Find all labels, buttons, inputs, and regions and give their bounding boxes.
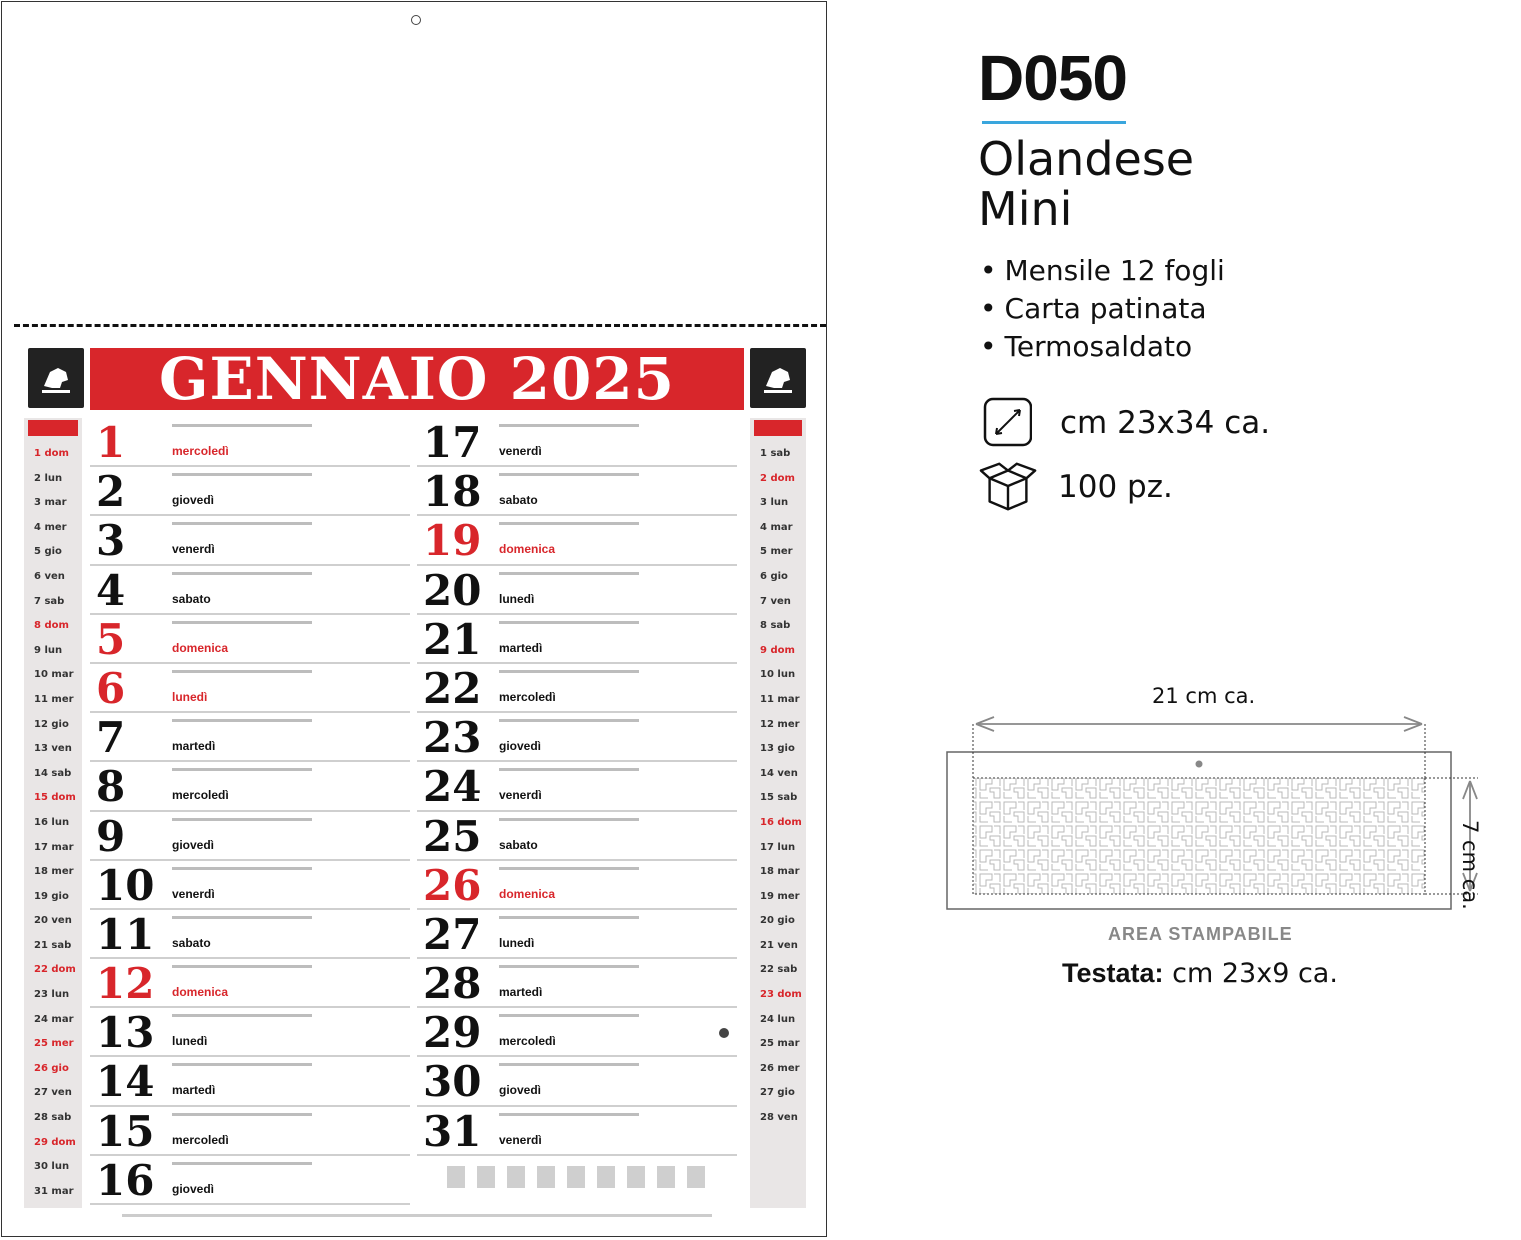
- calendar-day: [417, 959, 737, 1008]
- mini-day: 3 mar: [34, 497, 67, 509]
- pictogram-icon: [627, 1166, 645, 1188]
- weekday: domenica: [172, 640, 229, 655]
- weekday: mercoledì: [499, 1034, 556, 1049]
- saint-name-placeholder: [499, 818, 639, 821]
- feature-item: • Termosaldato: [980, 328, 1225, 366]
- hanging-hole: [411, 15, 421, 25]
- pictogram-icon: [567, 1166, 585, 1188]
- saint-name-placeholder: [499, 916, 639, 919]
- mini-day: 21 ven: [760, 939, 798, 951]
- mini-day: 4 mar: [760, 521, 793, 533]
- mini-day: 17 mar: [34, 841, 74, 853]
- weekday: sabato: [499, 493, 538, 508]
- mini-day: 15 dom: [34, 792, 76, 804]
- saint-name-placeholder: [172, 473, 312, 476]
- mini-day: 20 gio: [760, 915, 795, 927]
- mini-day: 22 sab: [760, 964, 798, 976]
- feature-item: • Mensile 12 fogli: [980, 252, 1225, 290]
- weekday: sabato: [172, 591, 211, 606]
- day-number: 7: [96, 713, 126, 763]
- calendar-day: [417, 516, 737, 565]
- mini-day: 18 mar: [760, 866, 800, 878]
- day-number: 9: [96, 811, 126, 861]
- mini-day: 8 dom: [34, 620, 69, 632]
- days-column-2: [417, 418, 737, 1196]
- weekday: lunedì: [172, 1034, 208, 1049]
- saint-name-placeholder: [499, 1113, 639, 1116]
- saint-name-placeholder: [499, 719, 639, 722]
- saint-name-placeholder: [172, 572, 312, 575]
- day-number: 27: [423, 909, 482, 959]
- saint-name-placeholder: [499, 522, 639, 525]
- calendar-day: [417, 910, 737, 959]
- saint-name-placeholder: [172, 916, 312, 919]
- size-spec: [978, 396, 1270, 450]
- day-number: 25: [423, 811, 482, 861]
- hanging-hole-marker: [1196, 761, 1203, 768]
- mini-day: 10 mar: [34, 669, 74, 681]
- mini-day: 30 lun: [34, 1161, 70, 1173]
- mini-day: 29 dom: [34, 1136, 76, 1148]
- mini-day: 6 gio: [760, 570, 788, 582]
- quantity-value: 100 pz.: [1058, 469, 1173, 505]
- mini-day: 1 sab: [760, 448, 791, 459]
- saint-name-placeholder: [172, 768, 312, 771]
- calendar-day: [90, 910, 410, 959]
- saint-name-placeholder: [172, 621, 312, 624]
- day-number: 18: [423, 467, 482, 517]
- calendar-day: [90, 1008, 410, 1057]
- product-code: D050: [978, 42, 1127, 114]
- days-column-1: [90, 418, 410, 1205]
- calendar-day: [90, 566, 410, 615]
- mini-day: 31 mar: [34, 1185, 74, 1197]
- horse-emblem-icon: [38, 358, 74, 398]
- mini-day: 2 lun: [34, 472, 63, 484]
- weekday: giovedì: [499, 739, 542, 754]
- day-number: 5: [96, 614, 126, 664]
- day-number: 11: [96, 909, 155, 959]
- saint-name-placeholder: [172, 1063, 312, 1066]
- saint-name-placeholder: [172, 670, 312, 673]
- saint-name-placeholder: [172, 1162, 312, 1165]
- mini-day: 20 ven: [34, 915, 72, 927]
- legend-pictograms: [417, 1156, 737, 1196]
- mini-day: 16 lun: [34, 816, 70, 828]
- calendar-day: [90, 1107, 410, 1156]
- weekday: domenica: [172, 985, 229, 1000]
- product-title-line-2: Mini: [978, 182, 1073, 236]
- calendar-day: [90, 516, 410, 565]
- mini-day: 25 mar: [760, 1038, 800, 1050]
- next-month-header: [754, 420, 802, 436]
- day-number: 15: [96, 1106, 155, 1156]
- day-number: 1: [96, 418, 126, 467]
- mini-day: 13 ven: [34, 743, 72, 755]
- mini-day: 12 mer: [760, 718, 800, 730]
- mini-day: 28 sab: [34, 1112, 72, 1124]
- saint-name-placeholder: [172, 818, 312, 821]
- mini-day: 24 lun: [760, 1013, 796, 1025]
- month-banner: GENNAIO 2025: [90, 348, 744, 410]
- weekday: domenica: [499, 542, 556, 557]
- pictogram-icon: [597, 1166, 615, 1188]
- weekday: lunedì: [172, 689, 208, 704]
- saint-name-placeholder: [499, 1014, 639, 1017]
- day-number: 26: [423, 860, 482, 910]
- weekday: sabato: [499, 837, 538, 852]
- weekday: venerdì: [499, 1132, 542, 1147]
- calendar-day: [417, 467, 737, 516]
- mini-day: 21 sab: [34, 939, 72, 951]
- saint-name-placeholder: [499, 768, 639, 771]
- mini-day: 3 lun: [760, 497, 789, 509]
- mini-day: 12 gio: [34, 718, 69, 730]
- calendar-day: [90, 1057, 410, 1106]
- saint-name-placeholder: [499, 670, 639, 673]
- day-number: 4: [96, 565, 126, 615]
- day-number: 17: [423, 418, 482, 467]
- day-number: 8: [96, 762, 126, 812]
- mini-day: 25 mer: [34, 1038, 74, 1050]
- calendar-day: [90, 467, 410, 516]
- saint-name-placeholder: [172, 1113, 312, 1116]
- mini-day: 7 sab: [34, 595, 65, 607]
- weekday: giovedì: [172, 1181, 215, 1196]
- weekday: mercoledì: [499, 689, 556, 704]
- weekday: domenica: [499, 886, 556, 901]
- mini-day: 16 dom: [760, 816, 802, 828]
- mini-day: 19 mer: [760, 890, 800, 902]
- mini-day: 11 mer: [34, 693, 74, 705]
- weekday: mercoledì: [172, 788, 229, 803]
- pictogram-icon: [507, 1166, 525, 1188]
- printable-area-label: AREA STAMPABILE: [1108, 924, 1293, 944]
- mini-day: 22 dom: [34, 964, 76, 976]
- header-size-value: cm 23x9 ca.: [1172, 958, 1338, 989]
- weekday: martedì: [499, 985, 543, 1000]
- calendar-day: [417, 1057, 737, 1106]
- mini-day: 10 lun: [760, 669, 796, 681]
- weekday: martedì: [172, 739, 216, 754]
- day-number: 13: [96, 1008, 155, 1058]
- mini-day: 23 lun: [34, 989, 70, 1001]
- mini-day: 17 lun: [760, 841, 796, 853]
- mini-day: 8 sab: [760, 620, 791, 632]
- calendar-day: [417, 1107, 737, 1156]
- saint-name-placeholder: [172, 1014, 312, 1017]
- moon-phase-icon: [719, 1028, 729, 1038]
- day-number: 6: [96, 663, 126, 713]
- calendar-day: [90, 615, 410, 664]
- weekday: giovedì: [172, 493, 215, 508]
- saint-name-placeholder: [499, 473, 639, 476]
- saint-name-placeholder: [172, 719, 312, 722]
- header-size-label: Testata:: [1062, 958, 1164, 988]
- mini-day: 24 mar: [34, 1013, 74, 1025]
- cut-line: [14, 324, 826, 327]
- calendar-day: [417, 418, 737, 467]
- saint-name-placeholder: [499, 1063, 639, 1066]
- resize-diagonal-icon: [978, 396, 1038, 450]
- mini-day: 15 sab: [760, 792, 798, 804]
- horse-emblem-icon: [760, 358, 796, 398]
- product-title-line-1: Olandese: [978, 132, 1195, 186]
- mini-day: 19 gio: [34, 890, 69, 902]
- mini-day: 6 ven: [34, 570, 65, 582]
- calendar-day: [90, 713, 410, 762]
- day-number: 31: [423, 1106, 482, 1156]
- day-number: 23: [423, 713, 482, 763]
- calendar-day: [417, 615, 737, 664]
- calendar-day: [90, 664, 410, 713]
- calendar-day: [90, 861, 410, 910]
- mini-day: 4 mer: [34, 521, 67, 533]
- header-size: [1062, 958, 1338, 989]
- previous-month-header: [28, 420, 78, 436]
- calendar-day: [417, 1008, 737, 1057]
- mini-day: 27 ven: [34, 1087, 72, 1099]
- mini-day: 5 gio: [34, 546, 62, 558]
- weekday: lunedì: [499, 591, 535, 606]
- day-number: 28: [423, 959, 482, 1009]
- fine-print: [122, 1214, 712, 1217]
- saint-name-placeholder: [499, 424, 639, 427]
- day-number: 19: [423, 516, 482, 566]
- day-number: 10: [96, 860, 155, 910]
- mini-day: 13 gio: [760, 743, 795, 755]
- previous-month-strip: [24, 418, 82, 1208]
- mini-day: 14 sab: [34, 767, 72, 779]
- calendar-page: [22, 344, 812, 1228]
- weekday: venerdì: [172, 886, 215, 901]
- day-number: 30: [423, 1057, 482, 1107]
- weekday: venerdì: [499, 788, 542, 803]
- saint-name-placeholder: [499, 965, 639, 968]
- mini-day: 9 dom: [760, 644, 795, 656]
- open-box-icon: [978, 460, 1038, 514]
- weekday: mercoledì: [172, 1132, 229, 1147]
- mini-day: 5 mer: [760, 546, 793, 558]
- mini-day: 9 lun: [34, 644, 63, 656]
- mini-day: 7 ven: [760, 595, 791, 607]
- saint-name-placeholder: [172, 424, 312, 427]
- code-underline: [982, 121, 1126, 124]
- calendar-day: [417, 762, 737, 811]
- mini-day: 14 ven: [760, 767, 798, 779]
- saint-name-placeholder: [499, 867, 639, 870]
- calendar-day: [417, 812, 737, 861]
- calendar-day: [417, 566, 737, 615]
- pictogram-icon: [657, 1166, 675, 1188]
- day-number: 16: [96, 1155, 155, 1205]
- calendar-day: [90, 959, 410, 1008]
- calendar-day: [417, 713, 737, 762]
- saint-name-placeholder: [172, 965, 312, 968]
- calendar-day: [417, 664, 737, 713]
- next-month-strip: [750, 418, 806, 1208]
- logo-right: [750, 348, 806, 408]
- weekday: venerdì: [172, 542, 215, 557]
- logo-left: [28, 348, 84, 408]
- mini-day: 23 dom: [760, 989, 802, 1001]
- mini-day: 26 mer: [760, 1062, 800, 1074]
- calendar-day: [90, 762, 410, 811]
- mini-day: 2 dom: [760, 472, 795, 484]
- weekday: giovedì: [499, 1083, 542, 1098]
- day-number: 3: [96, 516, 126, 566]
- calendar-preview: [1, 1, 827, 1237]
- mini-day: 27 gio: [760, 1087, 795, 1099]
- weekday: venerdì: [499, 444, 542, 458]
- day-number: 14: [96, 1057, 155, 1107]
- pictogram-icon: [477, 1166, 495, 1188]
- weekday: lunedì: [499, 935, 535, 950]
- mini-day: 26 gio: [34, 1062, 69, 1074]
- mini-day: 11 mar: [760, 693, 800, 705]
- pictogram-icon: [447, 1166, 465, 1188]
- calendar-day: [90, 418, 410, 467]
- calendar-day: [90, 1156, 410, 1205]
- mini-day: 28 ven: [760, 1112, 798, 1124]
- day-number: 20: [423, 565, 482, 615]
- weekday: martedì: [172, 1083, 216, 1098]
- day-number: 29: [423, 1008, 482, 1058]
- height-label: 7 cm ca.: [1458, 820, 1482, 910]
- mini-day: 18 mer: [34, 866, 74, 878]
- feature-item: • Carta patinata: [980, 290, 1225, 328]
- mini-day: 1 dom: [34, 448, 69, 459]
- day-number: 24: [423, 762, 482, 812]
- printable-area-diagram: [930, 680, 1521, 910]
- weekday: martedì: [499, 640, 543, 655]
- calendar-day: [90, 812, 410, 861]
- saint-name-placeholder: [499, 572, 639, 575]
- saint-name-placeholder: [172, 522, 312, 525]
- calendar-day: [417, 861, 737, 910]
- day-number: 22: [423, 663, 482, 713]
- weekday: sabato: [172, 935, 211, 950]
- printable-area: [973, 778, 1425, 894]
- weekday: mercoledì: [172, 444, 229, 458]
- saint-name-placeholder: [172, 867, 312, 870]
- day-number: 12: [96, 959, 155, 1009]
- feature-list: [980, 252, 1225, 366]
- saint-name-placeholder: [499, 621, 639, 624]
- day-number: 2: [96, 467, 126, 517]
- weekday: giovedì: [172, 837, 215, 852]
- pictogram-icon: [687, 1166, 705, 1188]
- size-value: cm 23x34 ca.: [1060, 405, 1271, 441]
- width-label: 21 cm ca.: [1152, 684, 1256, 708]
- pictogram-icon: [537, 1166, 555, 1188]
- day-number: 21: [423, 614, 482, 664]
- quantity-spec: [978, 460, 1173, 514]
